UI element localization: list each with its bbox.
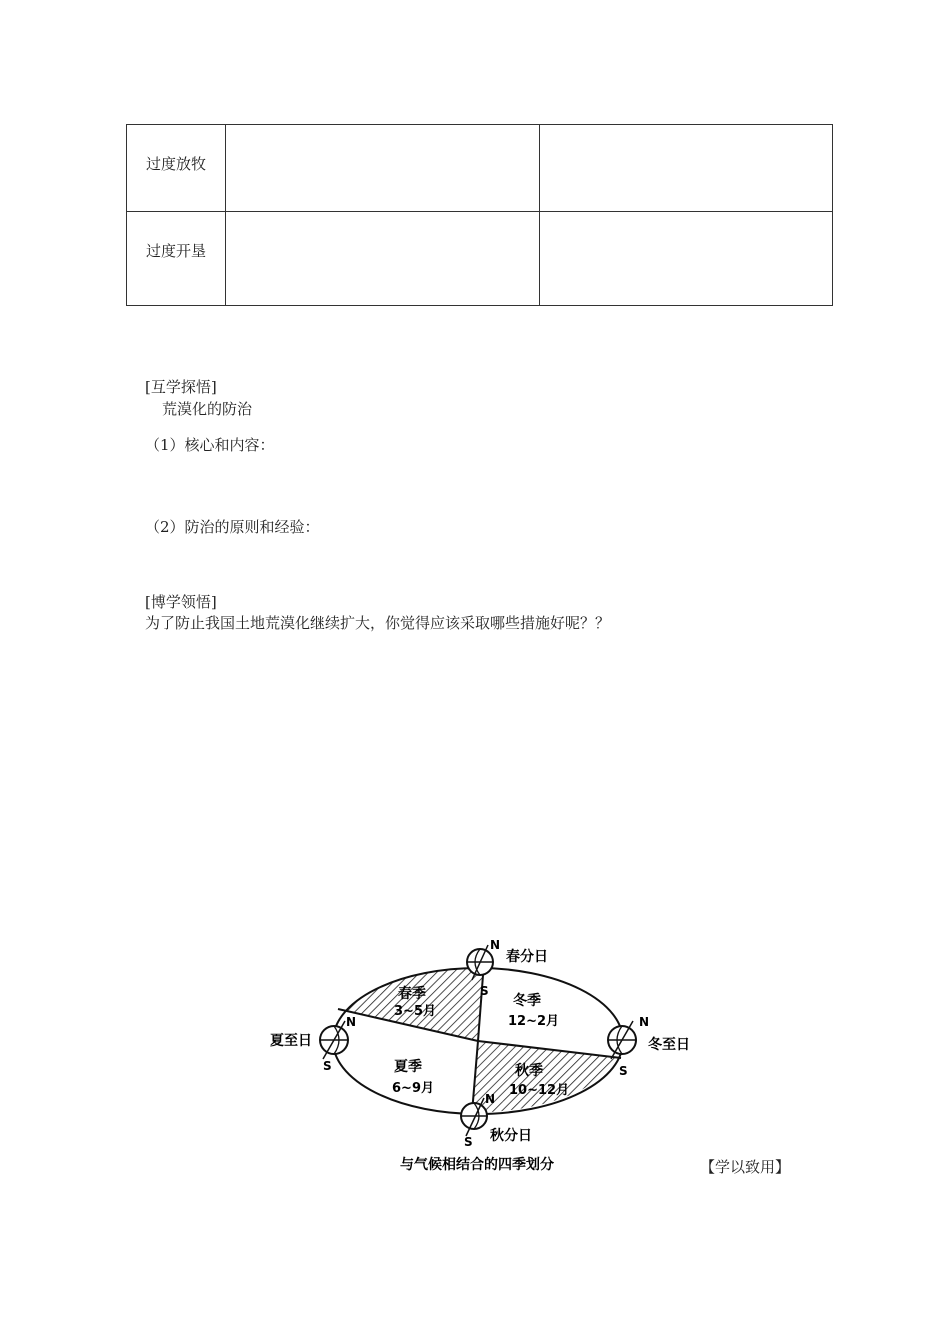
winter-season-label: 冬季	[513, 993, 541, 1009]
autumn-equinox-label: 秋分日	[490, 1128, 532, 1144]
table-cell	[540, 211, 833, 305]
north-label: N	[346, 1015, 357, 1029]
earth-globe-icon	[608, 1021, 636, 1059]
table-cell	[540, 125, 833, 212]
north-label: N	[485, 1092, 496, 1106]
north-label: N	[490, 938, 501, 952]
autumn-season-label: 秋季	[515, 1063, 543, 1079]
summer-season-label: 夏季	[394, 1059, 422, 1075]
row-label-cell	[127, 211, 226, 305]
winter-solstice-label: 冬至日	[648, 1037, 690, 1053]
summer-solstice-label: 夏至日	[270, 1033, 312, 1049]
autumn-months-label: 10~12月	[509, 1083, 570, 1098]
row-label: 过度放牧	[145, 155, 206, 173]
table-row	[127, 125, 833, 212]
desertification-table	[126, 124, 833, 306]
earth-globe-icon	[320, 1021, 348, 1059]
south-label: S	[323, 1059, 332, 1073]
section-subtitle: 荒漠化的防治	[162, 400, 253, 418]
apply-learning-label: 【学以致用】	[700, 1158, 791, 1176]
summer-months-label: 6~9月	[392, 1081, 434, 1096]
winter-months-label: 12~2月	[508, 1014, 560, 1029]
question-1: （1）核心和内容：	[145, 436, 275, 454]
south-label: S	[464, 1135, 473, 1149]
row-label-cell	[127, 125, 226, 212]
spring-season-label: 春季	[398, 986, 426, 1002]
diagram-caption: 与气候相结合的四季划分	[400, 1157, 554, 1173]
seasons-orbit-diagram	[260, 930, 700, 1180]
north-label: N	[639, 1015, 650, 1029]
question-2: （2）防治的原则和经验：	[145, 518, 320, 536]
table-cell	[226, 125, 540, 212]
table-cell	[226, 211, 540, 305]
table-row	[127, 211, 833, 305]
discussion-question: 为了防止我国土地荒漠化继续扩大，你觉得应该采取哪些措施好呢？？	[145, 614, 611, 632]
south-label: S	[619, 1064, 628, 1078]
south-label: S	[480, 984, 489, 998]
spring-equinox-label: 春分日	[506, 949, 548, 965]
section-heading: [互学探悟]	[145, 378, 217, 396]
spring-months-label: 3~5月	[394, 1004, 436, 1019]
section-heading: [博学领悟]	[145, 593, 217, 611]
row-label: 过度开垦	[145, 241, 206, 260]
